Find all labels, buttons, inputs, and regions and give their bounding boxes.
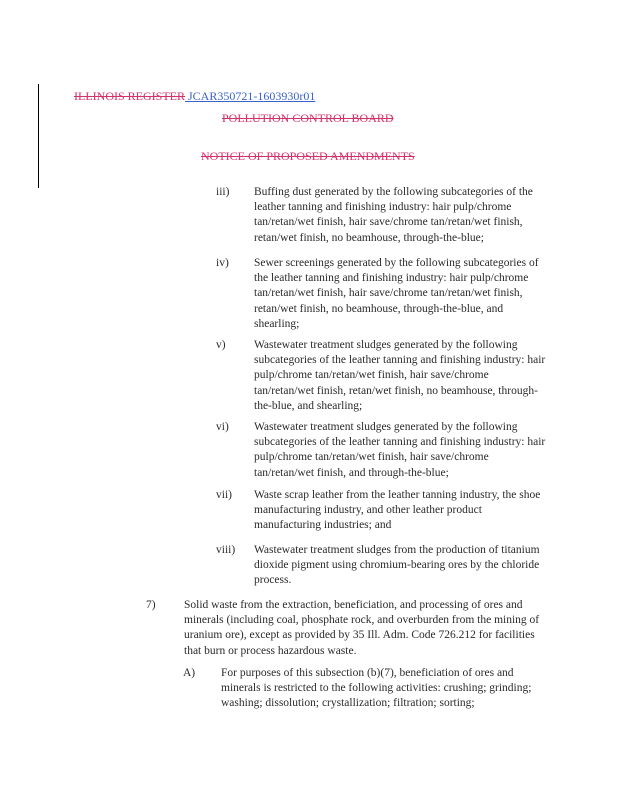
item-number: 7) — [146, 599, 156, 611]
item-text: Wastewater treatment sludges generated by the following subcategories of the leather tanning and finishing industry: hair pulp/chrome tan/retan/wet finish, hair save/chrome tan/retan/wet finish, retan/wet finish, no beamhouse, through-the-blue, and shearling; — [254, 339, 546, 412]
item-number: vi) — [216, 421, 229, 433]
board-title: POLLUTION CONTROL BOARD — [222, 111, 394, 125]
register-header — [74, 89, 315, 104]
item-text: Buffing dust generated by the following subcategories of the leather tanning and finishing industry: hair pulp/chrome tan/retan/wet finish, hair save/chrome tan/retan/wet finish, retan/wet finish, no beamhouse, through-the-blue; — [254, 186, 533, 244]
inserted-jcar-code: JCAR350721-1603930r01 — [188, 89, 316, 103]
item-text: Wastewater treatment sludges generated by the following subcategories of the leather tanning and finishing industry: hair pulp/chrome tan/retan/wet finish, hair save/chrome tan/retan/wet finish, and through-the-blue; — [254, 421, 546, 479]
item-number: vii) — [216, 489, 232, 501]
item-text: Waste scrap leather from the leather tanning industry, the shoe manufacturing industry, and other leather product manufacturing industries; and — [254, 489, 541, 532]
item-number: iv) — [216, 257, 229, 269]
item-number: v) — [216, 339, 226, 351]
deleted-register-title: ILLINOIS REGISTER — [74, 89, 185, 103]
revision-change-bar — [38, 84, 39, 188]
item-text: Wastewater treatment sludges from the production of titanium dioxide pigment using chromium-bearing ores by the chloride process. — [254, 544, 540, 587]
item-text: Solid waste from the extraction, beneficiation, and processing of ores and minerals (including coal, phosphate rock, and overburden from the mining of uranium ore), except as provided by 35 Ill. Adm. Code 726.212 for facilities that burn or process hazardous waste. — [184, 599, 540, 657]
item-text: Sewer screenings generated by the following subcategories of the leather tanning and finishing industry: hair pulp/chrome tan/retan/wet finish, hair save/chrome tan/retan/wet finish, retan/wet finish, no beamhouse, through-the-blue, and shearling; — [254, 257, 539, 330]
item-number: viii) — [216, 544, 236, 556]
item-number: A) — [183, 667, 196, 679]
item-text: For purposes of this subsection (b)(7), beneficiation of ores and minerals is restricted to the following activities: crushing; grinding; washing; dissolution; crystallization; filtration; sorting; — [221, 667, 532, 710]
item-number: iii) — [216, 186, 230, 198]
notice-title: NOTICE OF PROPOSED AMENDMENTS — [201, 149, 415, 163]
